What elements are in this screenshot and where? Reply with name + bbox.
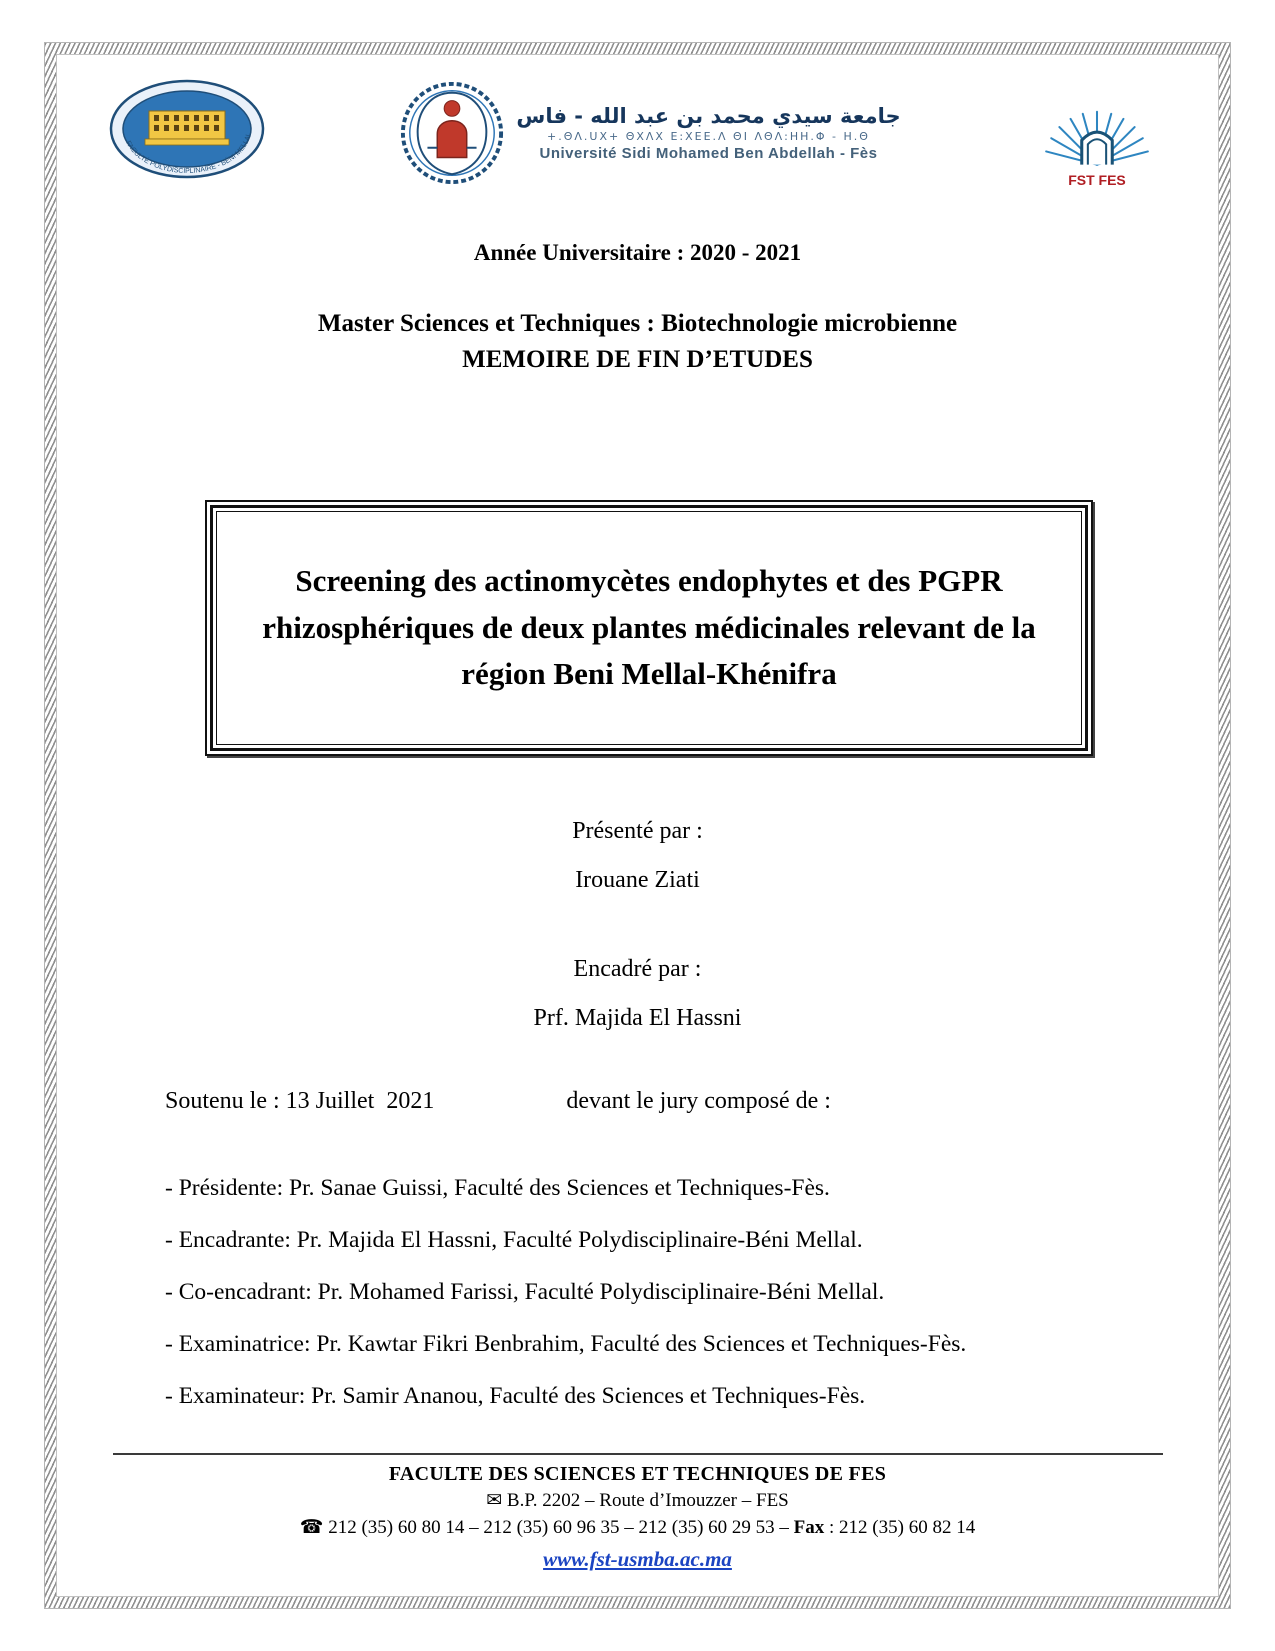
defense-date: Soutenu le : 13 Juillet 2021: [165, 1087, 435, 1114]
footer-address: [57, 1489, 1218, 1512]
footer-website-row: [57, 1547, 1218, 1572]
footer-phones: [57, 1516, 1218, 1539]
jury-intro: devant le jury composé de :: [566, 1087, 831, 1114]
usmba-logo: [398, 79, 900, 187]
left-logo-caption: FACULTÉ POLYDISCIPLINAIRE - BÉNI MELLAL: [124, 131, 253, 176]
title-box-mid-border: [210, 505, 1088, 751]
document-page: [56, 54, 1219, 1597]
fst-fes-logo: [1032, 77, 1162, 188]
footer-divider: [113, 1453, 1163, 1455]
usmba-emblem-graphic: [398, 79, 506, 187]
footer-address-text: B.P. 2202 – Route d’Imouzzer – FES: [502, 1490, 789, 1511]
footer: [57, 1453, 1218, 1572]
university-name-arabic: جامعة سيدي محمد بن عبد الله - فاس: [516, 104, 901, 128]
academic-year: Année Universitaire : 2020 - 2021: [473, 240, 802, 265]
university-name-tifinagh: +.ΘΛ.UX+ ΘXΛX Ε:XΕΕ.Λ ΘΙ ΛΘΛ:ΗΗ.Φ - Η.Θ: [547, 130, 870, 143]
author-name: Irouane Ziati: [575, 866, 700, 893]
presented-by-label: Présenté par :: [572, 817, 703, 844]
oval-campus-logo-graphic: [107, 77, 267, 181]
fax-number: : 212 (35) 60 82 14: [824, 1517, 976, 1538]
jury-member-examinateur: - Examinateur: Pr. Samir Ananou, Faculté des Sciences et Techniques-Fès.: [165, 1382, 866, 1409]
footer-phone-numbers: 212 (35) 60 80 14 – 212 (35) 60 96 35 – 212 (35) 60 29 53 –: [323, 1517, 794, 1538]
defense-line: [165, 1088, 1182, 1115]
jury-member-co-encadrant: - Co-encadrant: Pr. Mohamed Farissi, Faculté Polydisciplinaire-Béni Mellal.: [165, 1278, 885, 1305]
jury-list: [165, 1175, 1182, 1410]
website-link[interactable]: www.fst-usmba.ac.ma: [543, 1547, 732, 1571]
faculte-polydisciplinaire-beni-mellal-logo: [107, 77, 267, 186]
mail-icon: ✉: [486, 1490, 503, 1511]
supervised-by-label: Encadré par :: [573, 955, 702, 982]
header-logos: [93, 77, 1182, 188]
memoire-heading: MEMOIRE DE FIN D’ETUDES: [462, 346, 813, 373]
phone-icon: ☎: [299, 1517, 324, 1538]
thesis-title: Screening des actinomycètes endophytes et des PGPR rhizosphériques de deux plantes médicinales relevant de la région Beni Mellal-Khénifra: [262, 563, 1036, 691]
jury-member-presidente: - Présidente: Pr. Sanae Guissi, Faculté des Sciences et Techniques-Fès.: [165, 1174, 830, 1201]
jury-member-encadrante: - Encadrante: Pr. Majida El Hassni, Faculté Polydisciplinaire-Béni Mellal.: [165, 1226, 863, 1253]
university-name-french: Université Sidi Mohamed Ben Abdellah - Fès: [539, 145, 878, 162]
title-box-inner-border: [216, 511, 1082, 745]
fst-fes-label: FST FES: [1068, 172, 1126, 188]
fst-fes-rays-graphic: [1036, 77, 1158, 171]
title-box: [205, 500, 1093, 756]
fax-label: Fax: [793, 1517, 825, 1538]
master-program: Master Sciences et Techniques : Biotechnologie microbienne: [317, 310, 958, 337]
supervisor-name: Prf. Majida El Hassni: [533, 1004, 742, 1031]
footer-faculty-name: FACULTE DES SCIENCES ET TECHNIQUES DE FES: [388, 1463, 887, 1485]
decorative-hatched-border: [44, 42, 1231, 1609]
jury-member-examinatrice: - Examinatrice: Pr. Kawtar Fikri Benbrahim, Faculté des Sciences et Techniques-Fès.: [165, 1330, 967, 1357]
